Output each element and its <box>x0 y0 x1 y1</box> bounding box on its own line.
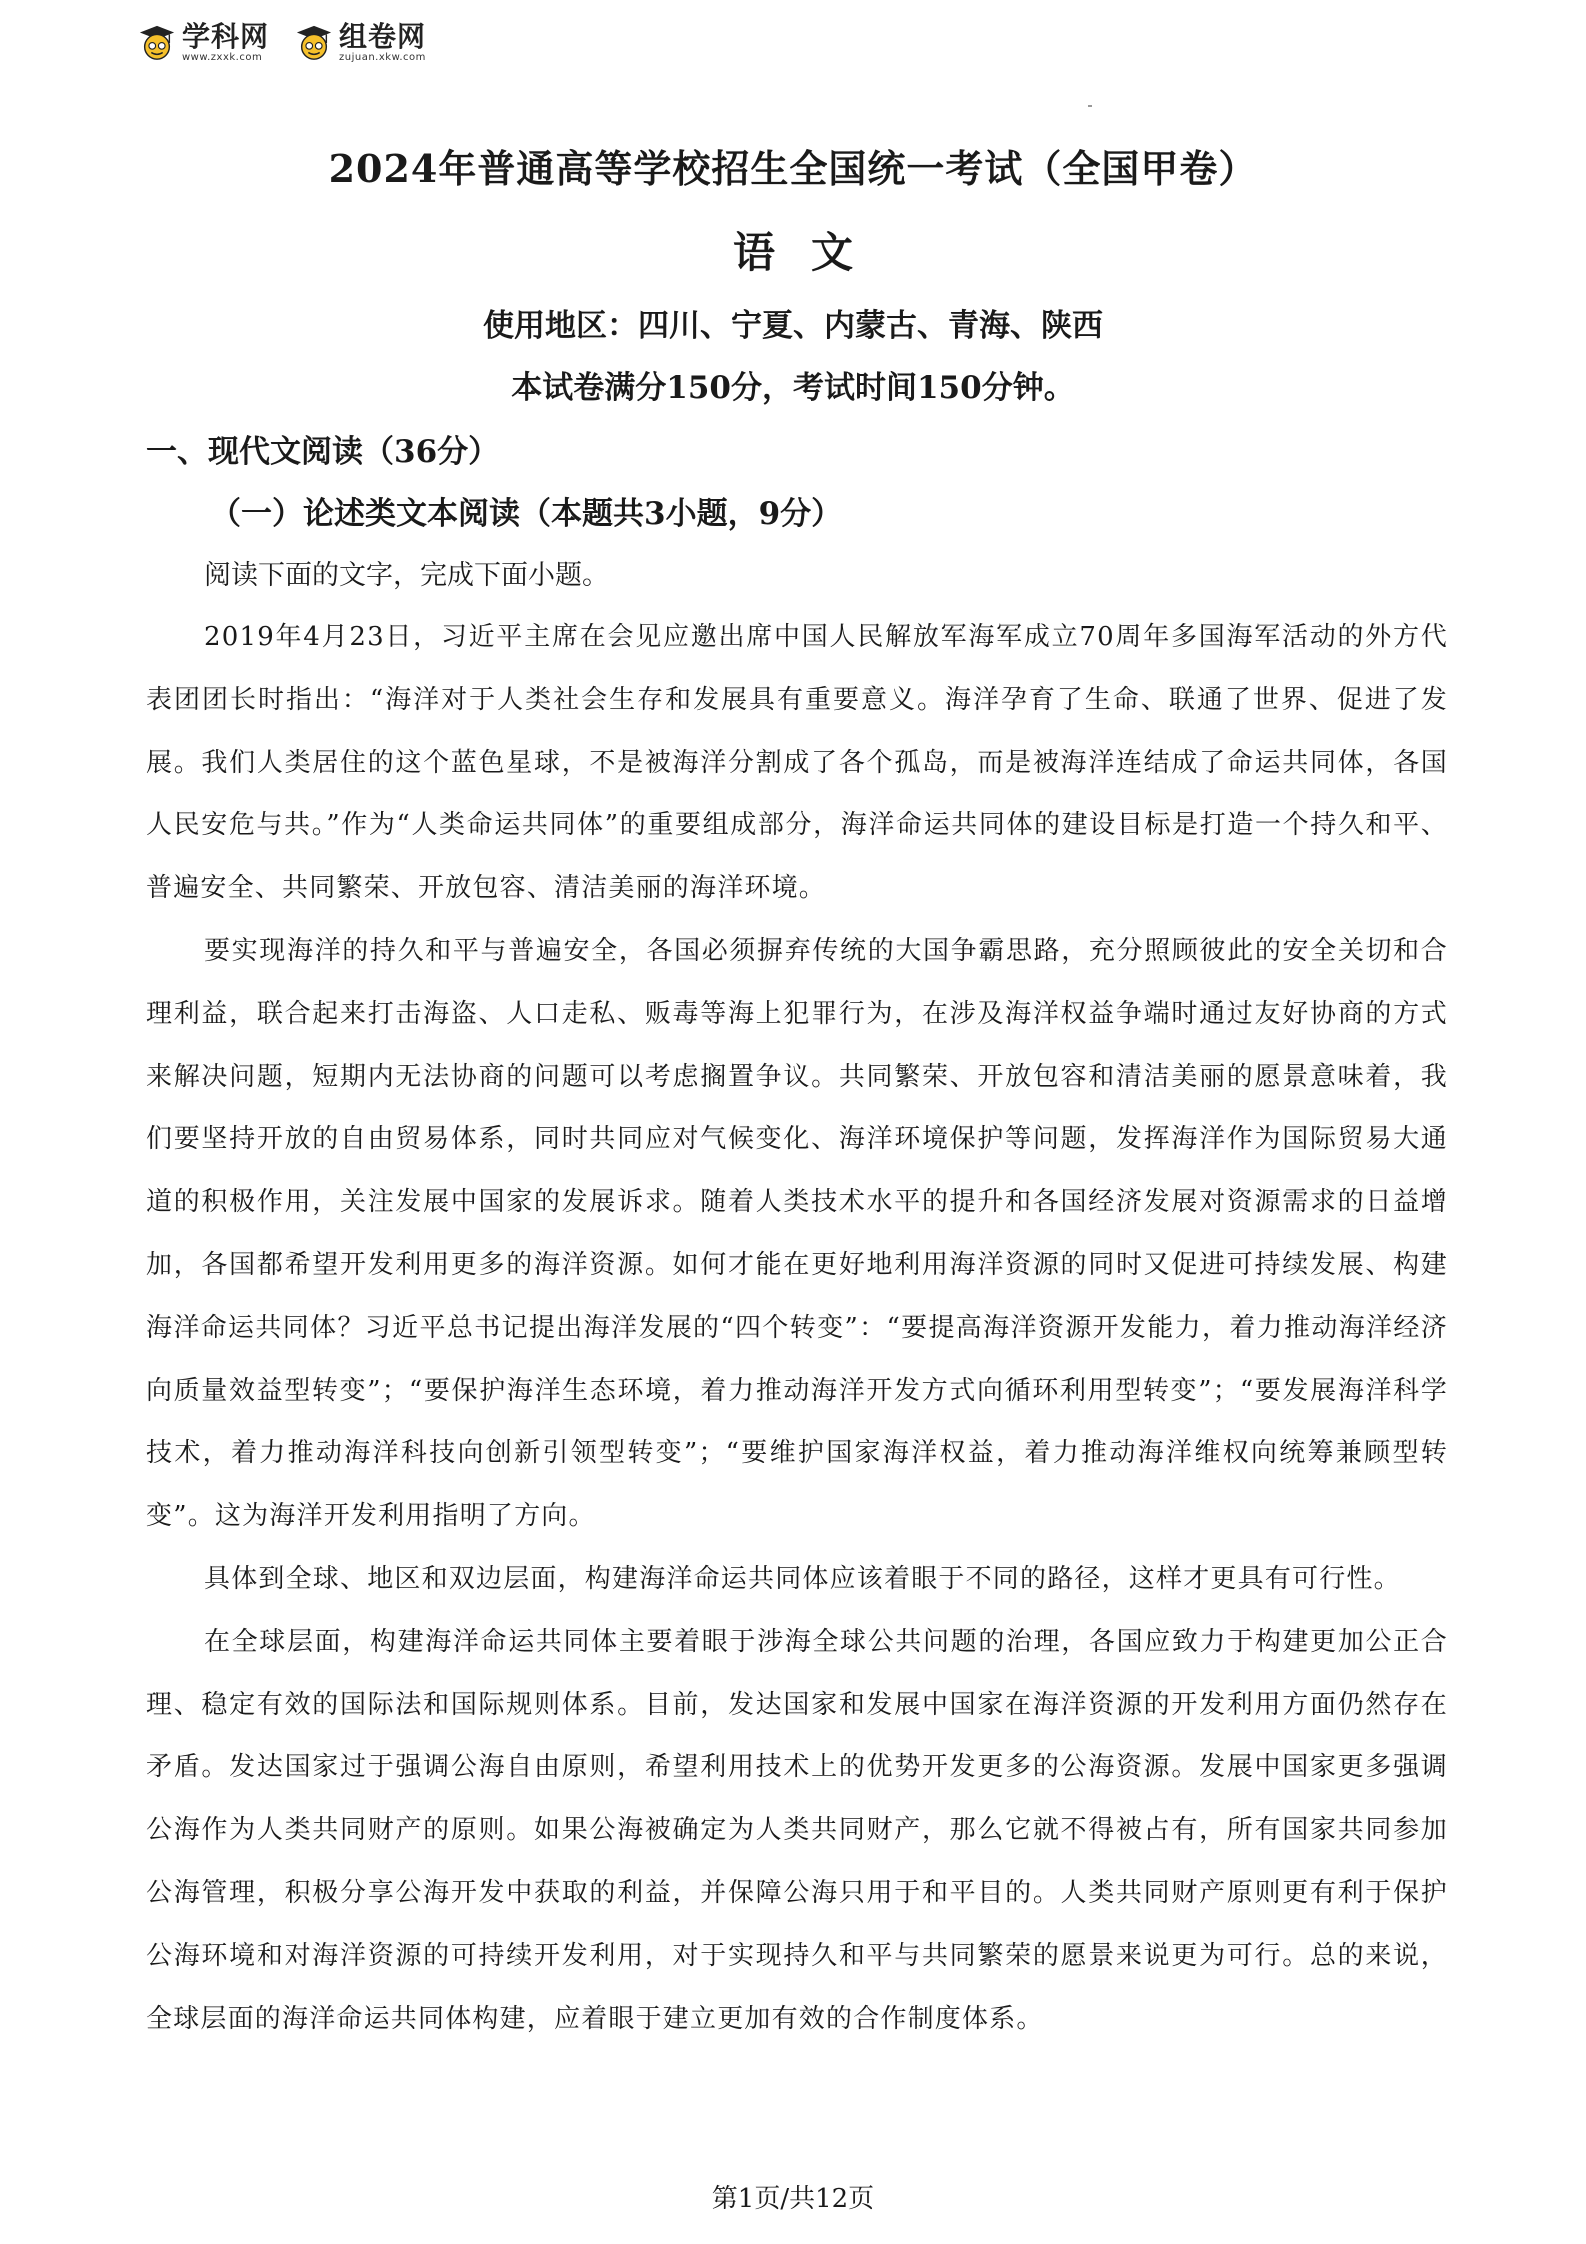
student-face-icon <box>138 24 176 62</box>
subsection-heading: （一）论述类文本阅读（本题共3小题，9分） <box>210 496 843 532</box>
exam-title: 2024年普通高等学校招生全国统一考试（全国甲卷） <box>328 146 1258 191</box>
score-time-info: 本试卷满分150分，考试时间150分钟。 <box>511 370 1075 406</box>
logo-url: zujuan.xkw.com <box>339 52 426 63</box>
reading-passage <box>146 606 1448 2050</box>
passage-paragraph: 在全球层面，构建海洋命运共同体主要着眼于涉海全球公共问题的治理，各国应致力于构建更加公正合理、稳定有效的国际法和国际规则体系。目前，发达国家和发展中国家在海洋资源的开发利用方面仍然存在矛盾。发达国家过于强调公海自由原则，希望利用技术上的优势开发更多的公海资源。发展中国家更多强调公海作为人类共同财产的原则。如果公海被确定为人类共同财产，那么它就不得被占有，所有国家共同参加公海管理，积极分享公海开发中获取的利益，并保障公海只用于和平目的。人类共同财产原则更有利于保护公海环境和对海洋资源的可持续开发利用，对于实现持久和平与共同繁荣的愿景来说更为可行。总的来说，全球层面的海洋命运共同体构建，应着眼于建立更加有效的合作制度体系。 <box>146 1626 1448 2034</box>
logo-zujuan[interactable] <box>295 22 426 64</box>
scan-speck <box>1088 105 1092 107</box>
logo-name: 组卷网 <box>339 20 427 53</box>
logo-name: 学科网 <box>182 20 270 53</box>
passage-paragraph: 要实现海洋的持久和平与普遍安全，各国必须摒弃传统的大国争霸思路，充分照顾彼此的安全关切和合理利益，联合起来打击海盗、人口走私、贩毒等海上犯罪行为，在涉及海洋权益争端时通过友好协商的方式来解决问题，短期内无法协商的问题可以考虑搁置争议。共同繁荣、开放包容和清洁美丽的愿景意味着，我们要坚持开放的自由贸易体系，同时共同应对气候变化、海洋环境保护等问题，发挥海洋作为国际贸易大通道的积极作用，关注发展中国家的发展诉求。随着人类技术水平的提升和各国经济发展对资源需求的日益增加，各国都希望开发利用更多的海洋资源。如何才能在更好地利用海洋资源的同时又促进可持续发展、构建海洋命运共同体？习近平总书记提出海洋发展的“四个转变”：“要提高海洋资源开发能力，着力推动海洋经济向质量效益型转变”；“要保护海洋生态环境，着力推动海洋开发方式向循环利用型转变”；“要发展海洋科学技术，着力推动海洋科技向创新引领型转变”；“要维护国家海洋权益，着力推动海洋维权向统筹兼顾型转变”。这为海洋开发利用指明了方向。 <box>146 935 1448 1532</box>
logo-zxxk[interactable] <box>138 22 269 64</box>
passage-paragraph: 2019年4月23日，习近平主席在会见应邀出席中国人民解放军海军成立70周年多国海军活动的外方代表团团长时指出：“海洋对于人类社会生存和发展具有重要意义。海洋孕育了生命、联通了世界、促进了发展。我们人类居住的这个蓝色星球，不是被海洋分割成了各个孤岛，而是被海洋连结成了命运共同体，各国人民安危与共。”作为“人类命运共同体”的重要组成部分，海洋命运共同体的建设目标是打造一个持久和平、普遍安全、共同繁荣、开放包容、清洁美丽的海洋环境。 <box>146 622 1448 904</box>
reading-instruction: 阅读下面的文字，完成下面小题。 <box>204 560 609 591</box>
subject-title: 语文 <box>732 228 889 277</box>
student-face-icon <box>295 24 333 62</box>
section-heading: 一、现代文阅读（36分） <box>146 434 500 470</box>
usage-regions: 使用地区：四川、宁夏、内蒙古、青海、陕西 <box>483 308 1103 344</box>
passage-paragraph: 具体到全球、地区和双边层面，构建海洋命运共同体应该着眼于不同的路径，这样才更具有可行性。 <box>204 1563 1401 1594</box>
page-number: 第1页/共12页 <box>711 2184 875 2214</box>
logo-url: www.zxxk.com <box>182 52 263 63</box>
watermark-logos <box>138 22 426 64</box>
